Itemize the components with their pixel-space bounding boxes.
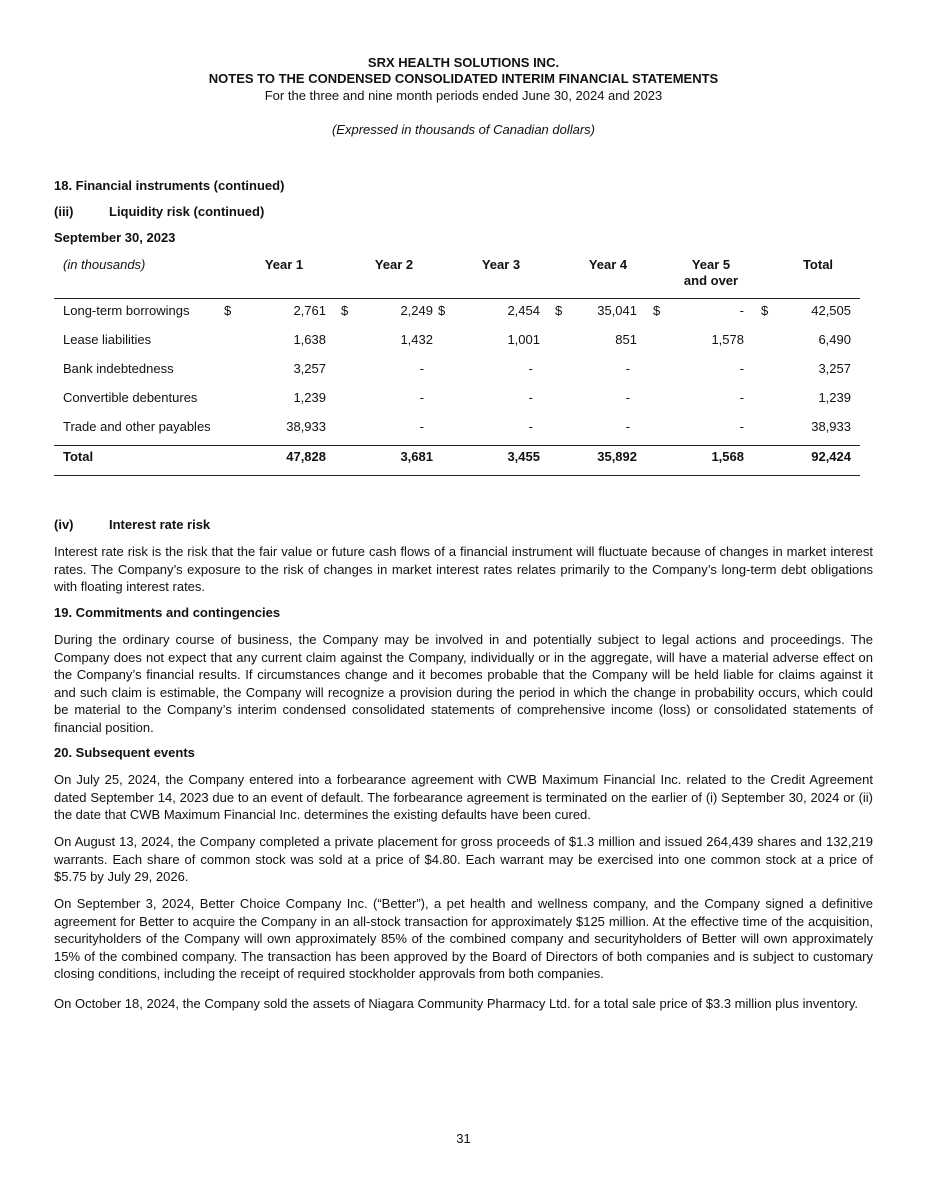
table-cell: 1,239 bbox=[818, 390, 851, 405]
row-label: Bank indebtedness bbox=[63, 361, 174, 376]
currency-symbol: $ bbox=[653, 303, 661, 318]
table-cell: - bbox=[625, 361, 630, 376]
currency-symbol: $ bbox=[761, 303, 769, 318]
currency-symbol: $ bbox=[438, 303, 446, 318]
table-cell: - bbox=[739, 390, 744, 405]
table-cell: - bbox=[739, 361, 744, 376]
column-header: Year 3 bbox=[481, 257, 521, 272]
table-cell: 851 bbox=[615, 332, 637, 347]
table-cell: 1,578 bbox=[711, 332, 744, 347]
currency-symbol: $ bbox=[341, 303, 349, 318]
currency-symbol: $ bbox=[555, 303, 563, 318]
table-cell: 3,257 bbox=[818, 361, 851, 376]
company-name: SRX HEALTH SOLUTIONS INC. bbox=[367, 55, 560, 70]
currency-symbol: $ bbox=[224, 303, 232, 318]
interest-rate-paragraph: Interest rate risk is the risk that the fair value or future cash flows of a financial instrument will fluctuate because of changes in market interest rates. The Company’s exposure to the risk of changes in market interest rates relates primarily to the Company’s long-term debt obligations with floating interest rates. bbox=[54, 544, 873, 594]
table-cell: - bbox=[739, 419, 744, 434]
row-label: Convertible debentures bbox=[63, 390, 198, 405]
subsection-iv-title: Interest rate risk bbox=[109, 517, 211, 532]
total-label: Total bbox=[63, 449, 94, 464]
table-cell: - bbox=[739, 303, 744, 318]
header-rule bbox=[54, 298, 860, 299]
currency-note: (Expressed in thousands of Canadian dollars) bbox=[331, 122, 596, 137]
table-cell: - bbox=[419, 361, 424, 376]
section-19-heading: 19. Commitments and contingencies bbox=[54, 605, 281, 620]
total-top-rule bbox=[54, 445, 860, 446]
column-header: Total bbox=[802, 257, 834, 272]
liquidity-table bbox=[54, 255, 860, 485]
subsequent-events-paragraph: On October 18, 2024, the Company sold the assets of Niagara Community Pharmacy Ltd. for a total sale price of $3.3 million plus inventory. bbox=[54, 996, 858, 1011]
row-label: Lease liabilities bbox=[63, 332, 152, 347]
table-cell: 1,239 bbox=[293, 390, 326, 405]
table-cell: 38,933 bbox=[811, 419, 851, 434]
column-header: Year 2 bbox=[374, 257, 414, 272]
subsequent-events-paragraph: On August 13, 2024, the Company completed a private placement for gross proceeds of $1.3 million and issued 264,439 shares and 132,219 warrants. Each share of common stock was sold at a price of $4.80. Each warrant may be exercised into one common stock at a price of $5.75 by July 29, 2026. bbox=[54, 834, 873, 884]
document-title: NOTES TO THE CONDENSED CONSOLIDATED INTERIM FINANCIAL STATEMENTS bbox=[208, 71, 719, 86]
table-cell: - bbox=[528, 419, 533, 434]
table-cell: 35,041 bbox=[597, 303, 637, 318]
table-cell: 1,001 bbox=[507, 332, 540, 347]
table-cell: 42,505 bbox=[811, 303, 851, 318]
row-label: Trade and other payables bbox=[63, 419, 211, 434]
subsection-iii-number: (iii) bbox=[54, 204, 74, 219]
total-cell: 3,681 bbox=[400, 449, 433, 464]
total-cell: 1,568 bbox=[711, 449, 744, 464]
column-header: Year 1 bbox=[264, 257, 304, 272]
unit-label: (in thousands) bbox=[63, 257, 146, 272]
column-header: Year 5 bbox=[691, 257, 731, 272]
section-18-heading: 18. Financial instruments (continued) bbox=[54, 178, 285, 193]
commitments-paragraph: During the ordinary course of business, the Company may be involved in and potentially subject to legal actions and proceedings. The Company does not expect that any current claim against the Company, individually or in the aggregate, will have a material adverse effect on the Company’s financial results. If circumstances change and it becomes probable that the Company will be held liable for claims against it and such claim is estimable, the Company will recognize a provision during the period in which the change in probability occurs, which could be material to the Company’s interim condensed consolidated statements of comprehensive income (loss) or consolidated statements of financial position. bbox=[54, 632, 873, 735]
table-cell: 1,432 bbox=[400, 332, 433, 347]
total-cell: 92,424 bbox=[811, 449, 851, 464]
subsequent-events-paragraph: On September 3, 2024, Better Choice Company Inc. (“Better”), a pet health and wellness company, and the Company signed a definitive agreement for Better to acquire the Company in an all-stock transaction for approximately $125 million. At the effective time of the acquisition, securityholders of the Company will own approximately 85% of the combined company and securityholders of Better will own approximately 15% of the combined company. The transaction has been approved by the Board of Directors of both companies and is subject to customary closing conditions, including the receipt of required stockholder approvals from both companies. bbox=[54, 896, 873, 981]
table-cell: 2,249 bbox=[400, 303, 433, 318]
section-20-heading: 20. Subsequent events bbox=[54, 745, 195, 760]
subsection-iv-number: (iv) bbox=[54, 517, 74, 532]
total-cell: 47,828 bbox=[286, 449, 326, 464]
column-header: Year 4 bbox=[588, 257, 628, 272]
table-cell: 6,490 bbox=[818, 332, 851, 347]
table-cell: 2,454 bbox=[507, 303, 540, 318]
total-bottom-rule bbox=[54, 475, 860, 476]
table-cell: - bbox=[419, 419, 424, 434]
total-cell: 35,892 bbox=[597, 449, 637, 464]
table-cell: - bbox=[625, 419, 630, 434]
table-cell: - bbox=[419, 390, 424, 405]
table-cell: - bbox=[528, 390, 533, 405]
table-cell: - bbox=[625, 390, 630, 405]
table-cell: 38,933 bbox=[286, 419, 326, 434]
row-label: Long-term borrowings bbox=[63, 303, 190, 318]
table-cell: - bbox=[528, 361, 533, 376]
column-header-sub: and over bbox=[683, 273, 739, 288]
table-cell: 3,257 bbox=[293, 361, 326, 376]
subsection-iii-title: Liquidity risk (continued) bbox=[109, 204, 265, 219]
table-cell: 2,761 bbox=[293, 303, 326, 318]
page-number: 31 bbox=[456, 1131, 471, 1146]
total-cell: 3,455 bbox=[507, 449, 540, 464]
table-date-label: September 30, 2023 bbox=[54, 230, 176, 245]
period-subtitle: For the three and nine month periods ended June 30, 2024 and 2023 bbox=[264, 88, 663, 103]
table-cell: 1,638 bbox=[293, 332, 326, 347]
subsequent-events-paragraph: On July 25, 2024, the Company entered into a forbearance agreement with CWB Maximum Financial Inc. related to the Credit Agreement dated September 14, 2023 due to an event of default. The forbearance agreement is terminated on the earlier of (i) September 30, 2024 or (ii) the date that CWB Maximum Financial Inc. determines the existing defaults have been cured. bbox=[54, 772, 873, 822]
